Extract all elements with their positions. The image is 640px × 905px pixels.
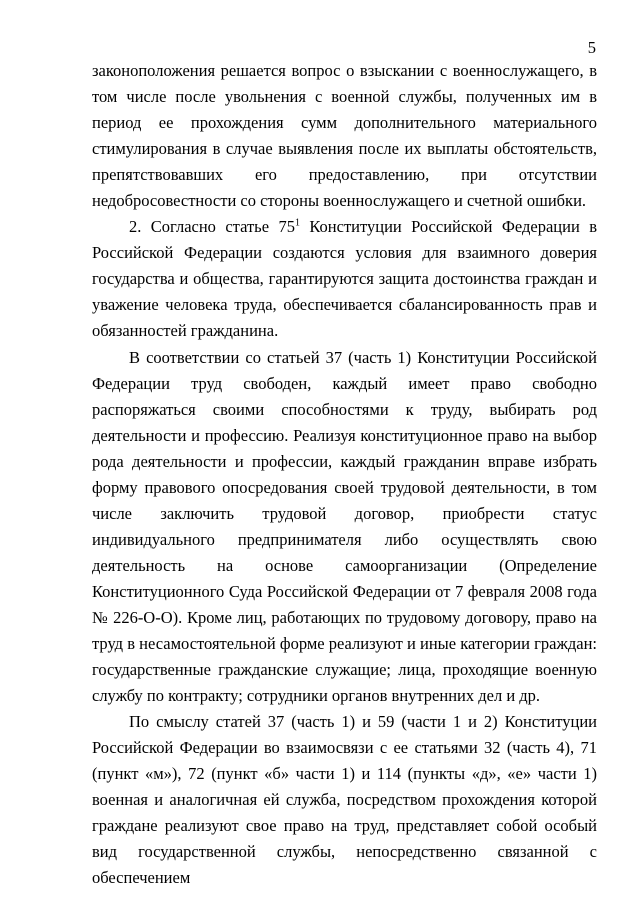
article-superscript: 1	[294, 217, 300, 229]
paragraph-article-37: В соответствии со статьей 37 (часть 1) Конституции Российской Федерации труд свободен, каждый имеет право свободно распоряжаться своими способностями к труду, выбирать род деятельности и профессию. Реализуя конституционное право на выбор рода деятельности и профессии, каждый гражданин вправе избрать форму правового опосредования своей трудовой деятельности, в том числе заключить трудовой договор, приобрести статус индивидуального предпринимателя либо осуществлять свою деятельность на основе самоорганизации (Определение Конституционного Суда Российской Федерации от 7 февраля 2008 года № 226-О-О). Кроме лиц, работающих по трудовому договору, право на труд в несамостоятельной форме реализуют и иные категории граждан: государственные гражданские служащие; лица, проходящие военную службу по контракту; сотрудники органов внутренних дел и др.	[92, 347, 597, 706]
paragraph-continuation: законоположения решается вопрос о взыскании с военнослужащего, в том числе после увольнения с военной службы, полученных им в период ее прохождения сумм дополнительного материального стимулирования в случае выявления после их выплаты обстоятельств, препятствовавших его предоставлению, при отсутствии недобросовестности со стороны военнослужащего и счетной ошибки.	[92, 61, 597, 211]
paragraph-articles-37-59: По смыслу статей 37 (часть 1) и 59 (части 1 и 2) Конституции Российской Федерации во взаимосвязи с ее статьями 32 (часть 4), 71 (пункт «м»), 72 (пункт «б» части 1) и 114 (пункты «д», «е» части 1) военная и аналогичная ей служба, посредством прохождения которой граждане реализуют свое право на труд, представляет собой особый вид государственной службы, непосредственно связанной с обеспечением	[92, 712, 597, 888]
page-number: 5	[587, 38, 596, 57]
paragraph-article-75-start: 2. Согласно статье 75	[129, 217, 295, 237]
paragraph-article-75	[92, 214, 597, 344]
document-body	[92, 58, 597, 892]
paragraph-article-75-end: Конституции Российской Федерации в Российской Федерации создаются условия для взаимного доверия государства и общества, гарантируются защита достоинства граждан и уважение человека труда, обеспечивается сбалансированность прав и обязанностей гражданина.	[92, 217, 597, 341]
